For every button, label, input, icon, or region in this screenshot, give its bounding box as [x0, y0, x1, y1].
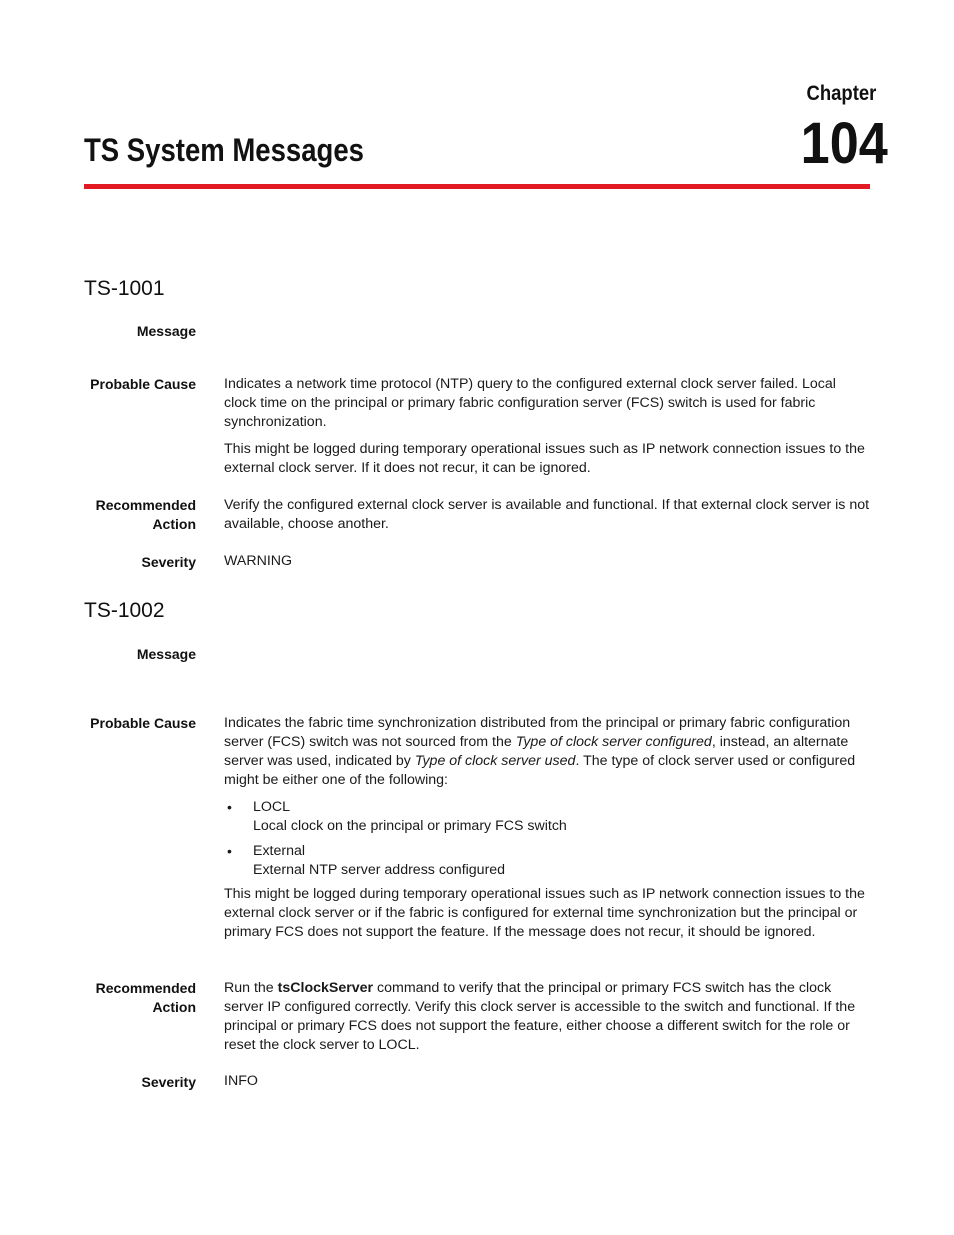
recommended-label-line: Recommended — [95, 497, 196, 513]
clock-type-list — [224, 798, 872, 880]
title-rule — [84, 184, 870, 189]
cause-text-part: . The type of clock server used or configured might be either one of the following: — [224, 753, 856, 788]
recommended-action-text — [224, 979, 872, 1055]
probable-cause-text — [224, 714, 872, 790]
recommended-action-label — [96, 979, 196, 1017]
section-heading-ts-1001: TS-1001 — [84, 277, 165, 300]
probable-cause-text-2: This might be logged during temporary operational issues such as IP network connection issues to the external clock server or if the fabric is configured for external time synchronization but the principal or primary FCS does not support the feature. If the message does not recur, it should be ignored. — [224, 886, 865, 940]
clock-server-configured-term: Type of clock server configured — [515, 734, 712, 750]
recommended-action-text: Verify the configured external clock server is available and functional. If that external clock server is not available, choose another. — [224, 497, 870, 532]
message-label: Message — [136, 323, 196, 339]
cause-text-part: , instead, an alternate server was used, indicated by — [224, 734, 849, 769]
message-label: Message — [136, 646, 196, 662]
bullet-icon: • — [227, 799, 232, 815]
severity-value: INFO — [224, 1073, 258, 1089]
clock-server-used-term: Type of clock server used — [414, 753, 576, 769]
cause-text-part: Indicates the fabric time synchronization distributed from the principal or primary fabric configuration server (FCS) switch was not sourced from the — [224, 715, 851, 750]
severity-label: Severity — [141, 554, 196, 570]
list-item-desc: External NTP server address configured — [253, 862, 506, 878]
probable-cause-text: Indicates a network time protocol (NTP) query to the configured external clock server failed. Local clock time on the principal or primary fabric configuration server (FCS) switch is used for fabric synchronization. — [224, 376, 836, 430]
recommended-label-line: Recommended — [95, 980, 196, 996]
chapter-number: 104 — [800, 111, 888, 176]
severity-value: WARNING — [224, 553, 293, 569]
chapter-label: Chapter — [806, 82, 876, 105]
action-label-line: Action — [152, 516, 196, 532]
list-item-term: LOCL — [253, 799, 291, 815]
list-item-term: External — [253, 843, 306, 859]
probable-cause-label: Probable Cause — [90, 715, 196, 731]
bullet-icon: • — [227, 843, 232, 859]
recommended-action-label — [96, 496, 196, 534]
probable-cause-text-2: This might be logged during temporary operational issues such as IP network connection issues to the external clock server. If it does not recur, it can be ignored. — [224, 441, 865, 476]
severity-label: Severity — [141, 1074, 196, 1090]
action-text-part: Run the — [224, 980, 278, 996]
chapter-title: TS System Messages — [84, 132, 364, 168]
action-text-part: command to verify that the principal or primary FCS switch has the clock server IP configured correctly. Verify this clock server is accessible to the switch and functional. If the principal or primary FCS does not support the feature, either choose a different switch for the role or reset the clock server to LOCL. — [224, 980, 856, 1053]
section-heading-ts-1002: TS-1002 — [84, 599, 165, 622]
list-item-desc: Local clock on the principal or primary FCS switch — [253, 818, 567, 834]
probable-cause-label: Probable Cause — [90, 376, 196, 392]
action-label-line: Action — [152, 999, 196, 1015]
list-item — [224, 798, 872, 836]
command-name: tsClockServer — [277, 980, 374, 996]
list-item — [224, 842, 872, 880]
